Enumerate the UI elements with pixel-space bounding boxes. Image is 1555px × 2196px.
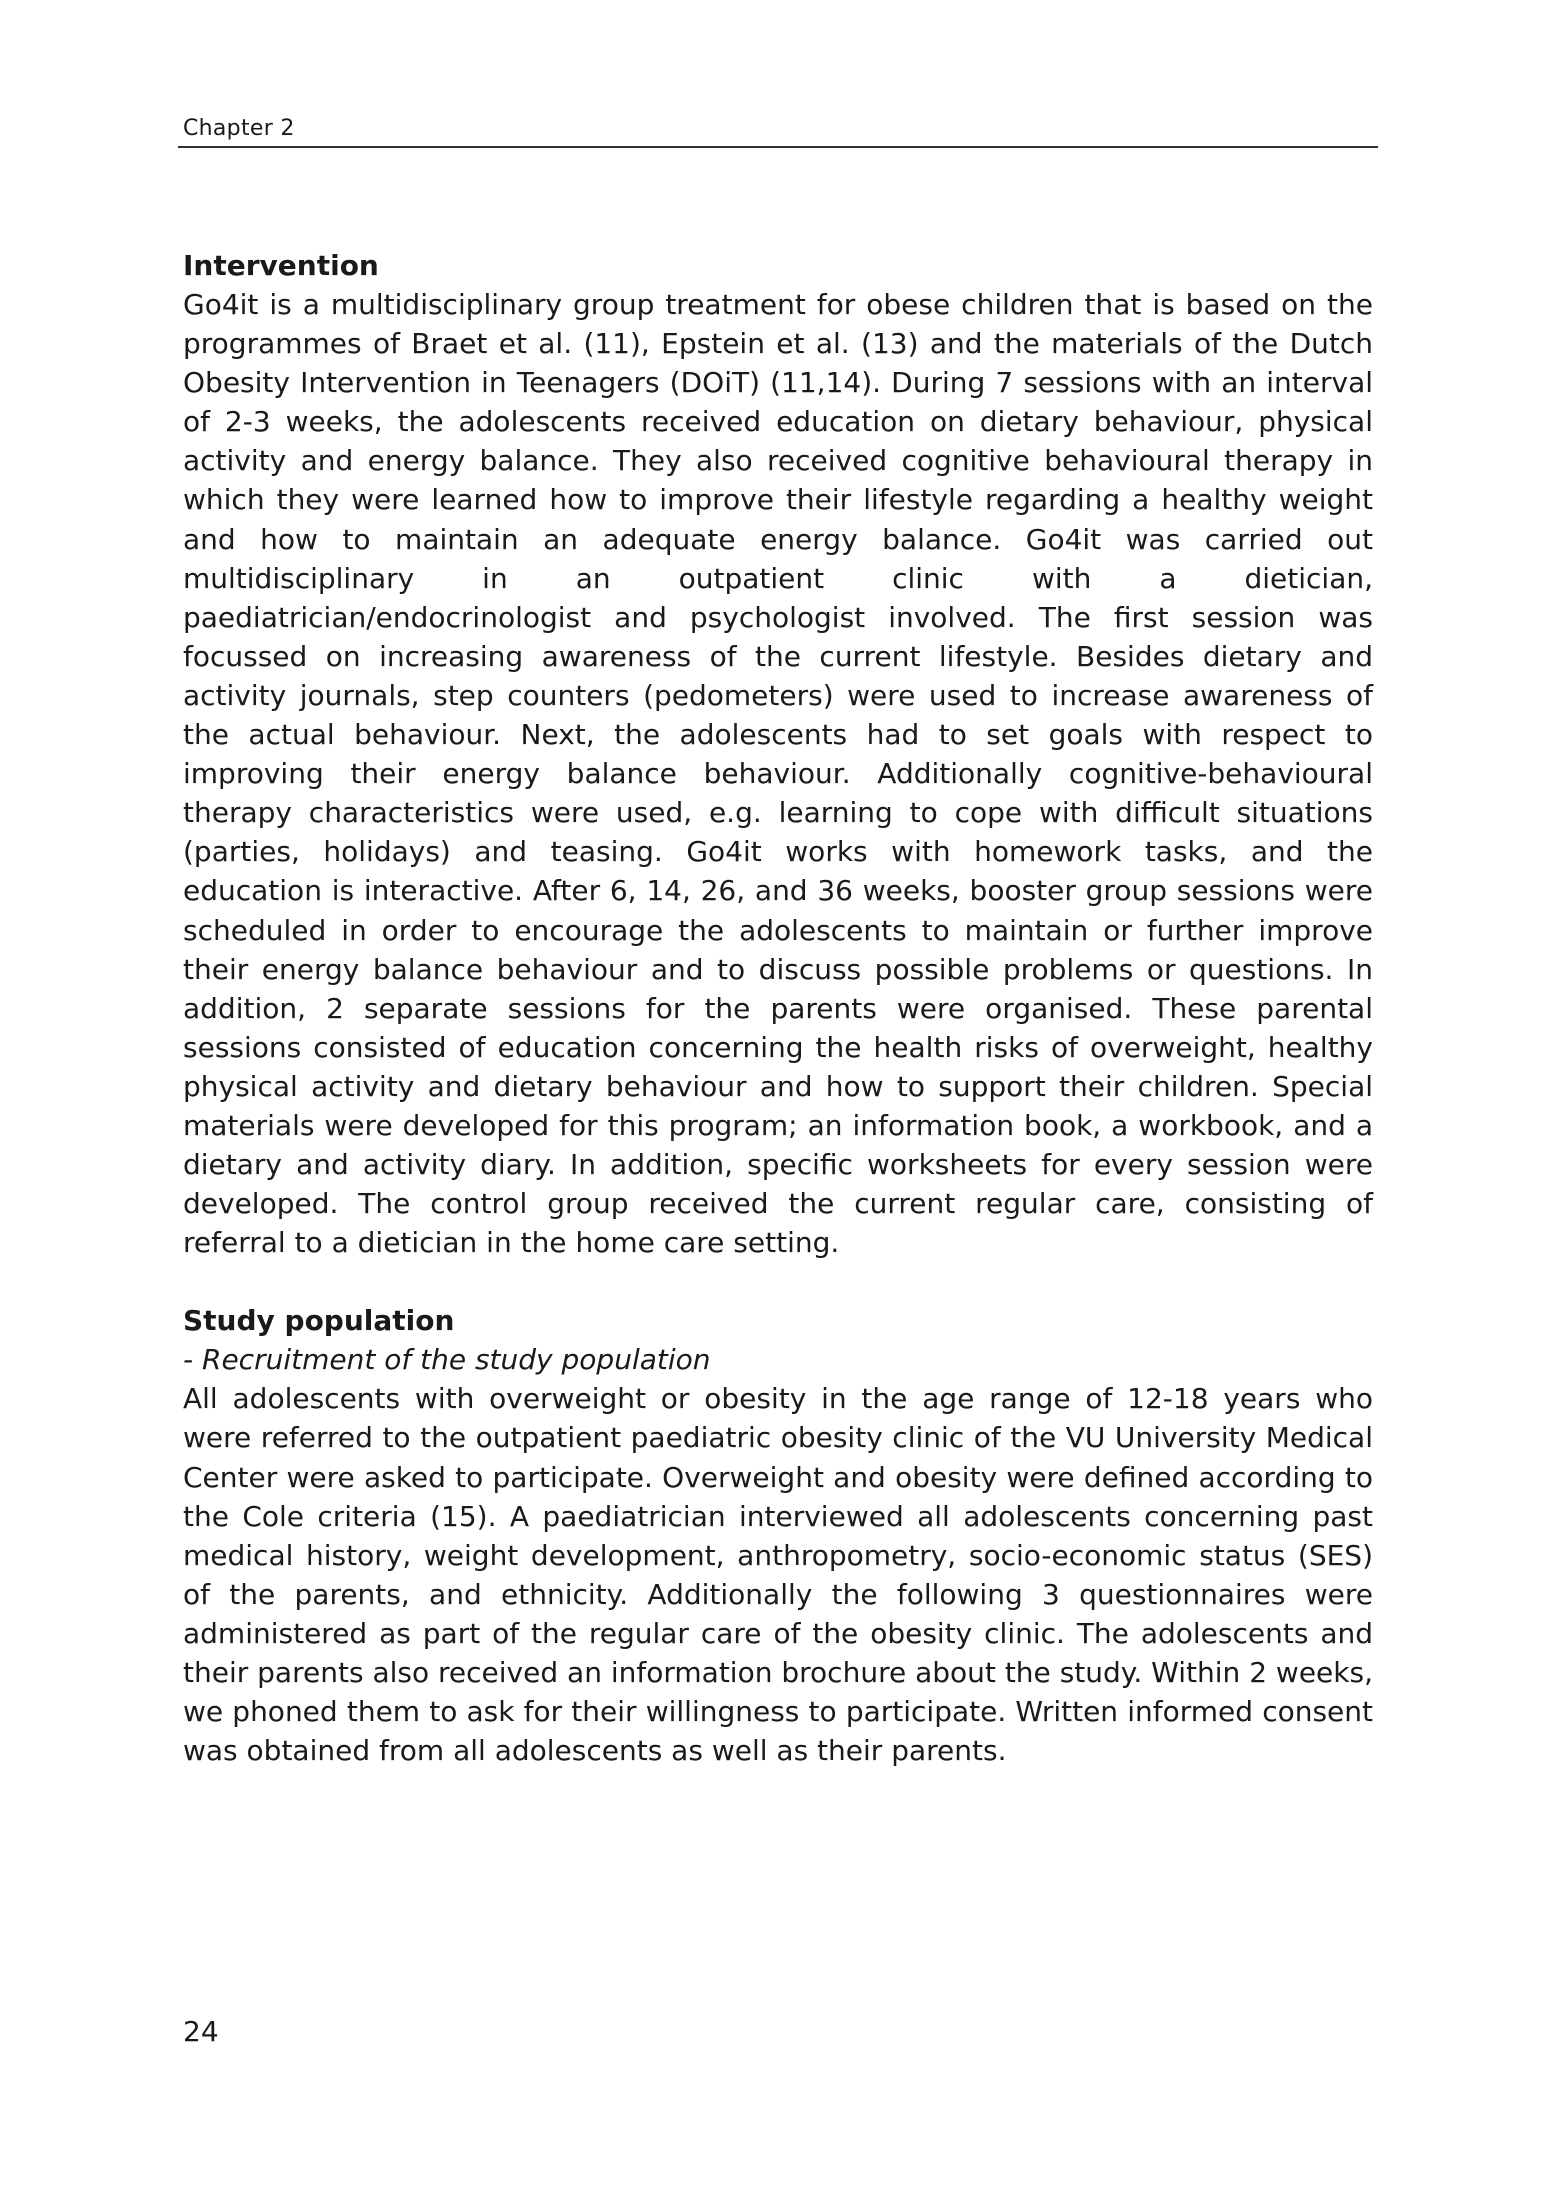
- sub-heading: - Recruitment of the study population: [183, 1343, 711, 1377]
- section-heading: Study population: [183, 1304, 455, 1338]
- study-population-section: [183, 1301, 1373, 1770]
- page-number: 24: [183, 2015, 219, 2048]
- chapter-label: Chapter 2: [183, 116, 295, 141]
- section-spacer: [183, 1262, 1373, 1301]
- page-body: [183, 246, 1373, 1770]
- intervention-section: [183, 246, 1373, 1262]
- running-header: [178, 112, 1378, 148]
- body-paragraph: Go4it is a multidisciplinary group treatment for obese children that is based on the programmes of Braet et al. (11), Epstein et al. (13) and the materials of the Dutch Obesity Intervention in Teenagers (DOiT) (11,14). During 7 sessions with an interval of 2-3 weeks, the adolescents received education on dietary behaviour, physical activity and energy balance. They also received cognitive behavioural therapy in which they were learned how to improve their lifestyle regarding a healthy weight and how to maintain an adequate energy balance. Go4it was carried out multidisciplinary in an outpatient clinic with a dietician, paediatrician/endocrinologist and psychologist involved. The first session was focussed on increasing awareness of the current lifestyle. Besides dietary and activity journals, step counters (pedometers) were used to increase awareness of the actual behaviour. Next, the adolescents had to set goals with respect to improving their energy balance behaviour. Additionally cognitive-behavioural therapy characteristics were used, e.g. learning to cope with difficult situations (parties, holidays) and teasing. Go4it works with homework tasks, and the education is interactive. After 6, 14, 26, and 36 weeks, booster group sessions were scheduled in order to encourage the adolescents to maintain or further improve their energy balance behaviour and to discuss possible problems or questions. In addition, 2 separate sessions for the parents were organised. These parental sessions consisted of education concerning the health risks of overweight, healthy physical activity and dietary behaviour and how to support their children. Special materials were developed for this program; an information book, a workbook, and a dietary and activity diary. In addition, specific worksheets for every session were developed. The control group received the current regular care, consisting of referral to a dietician in the home care setting.: [183, 288, 1373, 1260]
- section-heading: Intervention: [183, 249, 379, 282]
- body-paragraph: All adolescents with overweight or obesity in the age range of 12-18 years who were referred to the outpatient paediatric obesity clinic of the VU University Medical Center were asked to participate. Overweight and obesity were defined according to the Cole criteria (15). A paediatrician interviewed all adolescents concerning past medical history, weight development, anthropometry, socio-economic status (SES) of the parents, and ethnicity. Additionally the following 3 questionnaires were administered as part of the regular care of the obesity clinic. The adolescents and their parents also received an information brochure about the study. Within 2 weeks, we phoned them to ask for their willingness to participate. Written informed consent was obtained from all adolescents as well as their parents.: [183, 1382, 1373, 1768]
